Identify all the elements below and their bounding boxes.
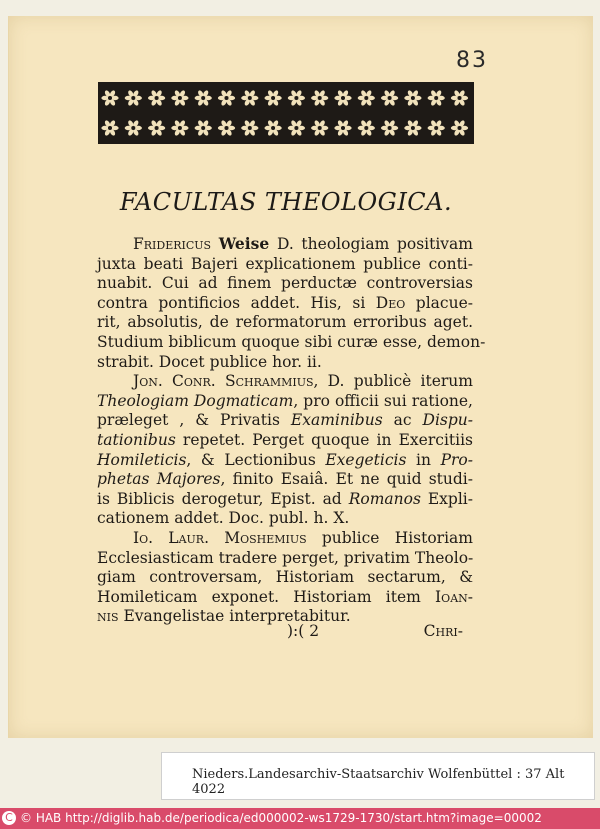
paragraph (97, 529, 473, 627)
text-line (97, 588, 473, 608)
license-status-bar (0, 808, 600, 829)
text-segment: contra pontificios addet. His, si (97, 293, 376, 312)
paragraph (97, 234, 486, 372)
page-footer (97, 622, 473, 642)
ornament-flower (311, 89, 328, 106)
text-line (97, 313, 473, 333)
ornament-flower (195, 89, 212, 106)
ornament-flower (265, 119, 282, 136)
text-segment: Pro- (440, 450, 473, 469)
text-line (97, 549, 473, 569)
text-segment: Examinibus (290, 411, 383, 430)
ornament-flower (288, 89, 305, 106)
text-line (97, 255, 473, 275)
text-segment: Expli- (420, 489, 473, 508)
text-line (97, 274, 473, 294)
ornament-flower (125, 119, 142, 136)
text-segment: Theologiam Dogmaticam (97, 391, 294, 410)
text-segment: repetet. Perget quoque in Exercitiis (175, 430, 473, 449)
text-segment: D. theologiam positivam (269, 235, 473, 253)
ornament-flower (451, 119, 468, 136)
ornament-flower (125, 89, 142, 106)
text-line (97, 451, 473, 471)
ornament-flower (148, 89, 165, 106)
text-segment: , & Lectionibus (186, 450, 326, 469)
text-segment: Fridericus (133, 235, 212, 253)
text-segment: nis (97, 607, 119, 626)
text-line (97, 294, 473, 314)
ornament-flower (311, 119, 328, 136)
ornament-flower (171, 89, 188, 106)
text-segment: , finito Esaiâ. Et ne quid studi- (220, 470, 473, 489)
text-segment: Deo (375, 293, 406, 312)
text-segment: Dispu- (422, 411, 473, 430)
text-segment: in (406, 450, 441, 469)
text-segment: Evangelistae interpretabitur. (118, 607, 351, 626)
text-segment: præleget , & Privatis (97, 411, 291, 430)
ornament-flower (241, 89, 258, 106)
page-number: 83 (456, 48, 488, 73)
ornament-flower (381, 119, 398, 136)
catchword: Chri- (423, 622, 463, 640)
ornament-flower (101, 89, 118, 106)
ornament-flower (195, 119, 212, 136)
text-segment: Ecclesiasticam tradere perget, privatim Theolo- (97, 548, 474, 567)
text-segment: juxta beati Bajeri explicationem publice conti- (97, 254, 473, 273)
ornament-flower (288, 119, 305, 136)
text-segment: Exegeticis (325, 450, 407, 469)
paragraph (97, 372, 473, 529)
archive-label-box (161, 752, 595, 800)
cc-icon[interactable]: C (2, 811, 16, 825)
signature-mark: ):( 2 (287, 622, 320, 640)
text-line (97, 234, 473, 255)
text-segment: , pro officii sui ratione, (293, 391, 473, 410)
ornament-flower (381, 89, 398, 106)
text-segment: Romanos (348, 489, 421, 508)
text-line (97, 568, 473, 588)
document-body (97, 234, 486, 627)
text-segment: Io. Laur. Moshemius (133, 528, 307, 547)
text-segment: tationibus (97, 430, 176, 449)
text-segment: phetas Majores (97, 470, 221, 489)
text-line (97, 353, 473, 373)
ornament-flower (241, 119, 258, 136)
text-segment: cationem addet. Doc. publ. h. X. (97, 509, 350, 528)
text-line (97, 431, 473, 451)
text-segment (211, 235, 219, 253)
ornament-flower (265, 89, 282, 106)
text-segment: ac (382, 411, 423, 430)
ornament-flower (428, 119, 445, 136)
text-line (97, 411, 473, 431)
text-segment: Homileticis (97, 450, 187, 469)
text-line (97, 470, 473, 490)
text-segment: Ioan- (435, 587, 473, 606)
text-segment: Studium biblicum quoque sibi curæ esse, demon- (97, 332, 486, 351)
ornament-flower (334, 89, 351, 106)
text-segment: is Biblicis derogetur, Epist. ad (97, 489, 349, 508)
text-segment: , D. publicè iterum (313, 372, 473, 391)
ornament-flower (101, 119, 118, 136)
ornament-flower (218, 119, 235, 136)
text-segment: Homileticam exponet. Historiam item (97, 587, 436, 606)
source-url-text[interactable]: © HAB http://diglib.hab.de/periodica/ed000002-ws1729-1730/start.htm?image=00002 (20, 811, 542, 825)
text-line (97, 392, 473, 412)
ornament-flower (171, 119, 188, 136)
text-segment: rit, absolutis, de reformatorum erroribus aget. (97, 313, 473, 332)
text-segment: nuabit. Cui ad finem perductæ controversias (97, 274, 473, 293)
text-line (97, 529, 473, 549)
archive-label: Nieders.Landesarchiv-Staatsarchiv Wolfenbüttel : 37 Alt 4022 (192, 767, 565, 797)
text-segment: placue- (405, 293, 473, 312)
ornament-flower (404, 89, 421, 106)
text-line (97, 509, 473, 529)
ornament-flower (148, 119, 165, 136)
ornament-flower (334, 119, 351, 136)
ornament-flower (428, 89, 445, 106)
text-segment: publice Historiam (306, 528, 473, 547)
ornament-flower (451, 89, 468, 106)
text-line (97, 490, 473, 510)
text-segment: strabit. Docet publice hor. ii. (97, 352, 322, 371)
faculty-heading: FACULTAS THEOLOGICA. (119, 188, 453, 216)
text-segment: Weise (218, 234, 270, 253)
text-segment: Jon. Conr. Schrammius (133, 372, 314, 391)
ornament-flower (358, 119, 375, 136)
decorative-ornament-band (98, 82, 474, 144)
text-segment: giam controversam, Historiam sectarum, & (97, 568, 473, 587)
ornament-flower (218, 89, 235, 106)
ornament-flower (404, 119, 421, 136)
ornament-flower (358, 89, 375, 106)
text-line (97, 372, 473, 392)
text-line (97, 332, 486, 353)
